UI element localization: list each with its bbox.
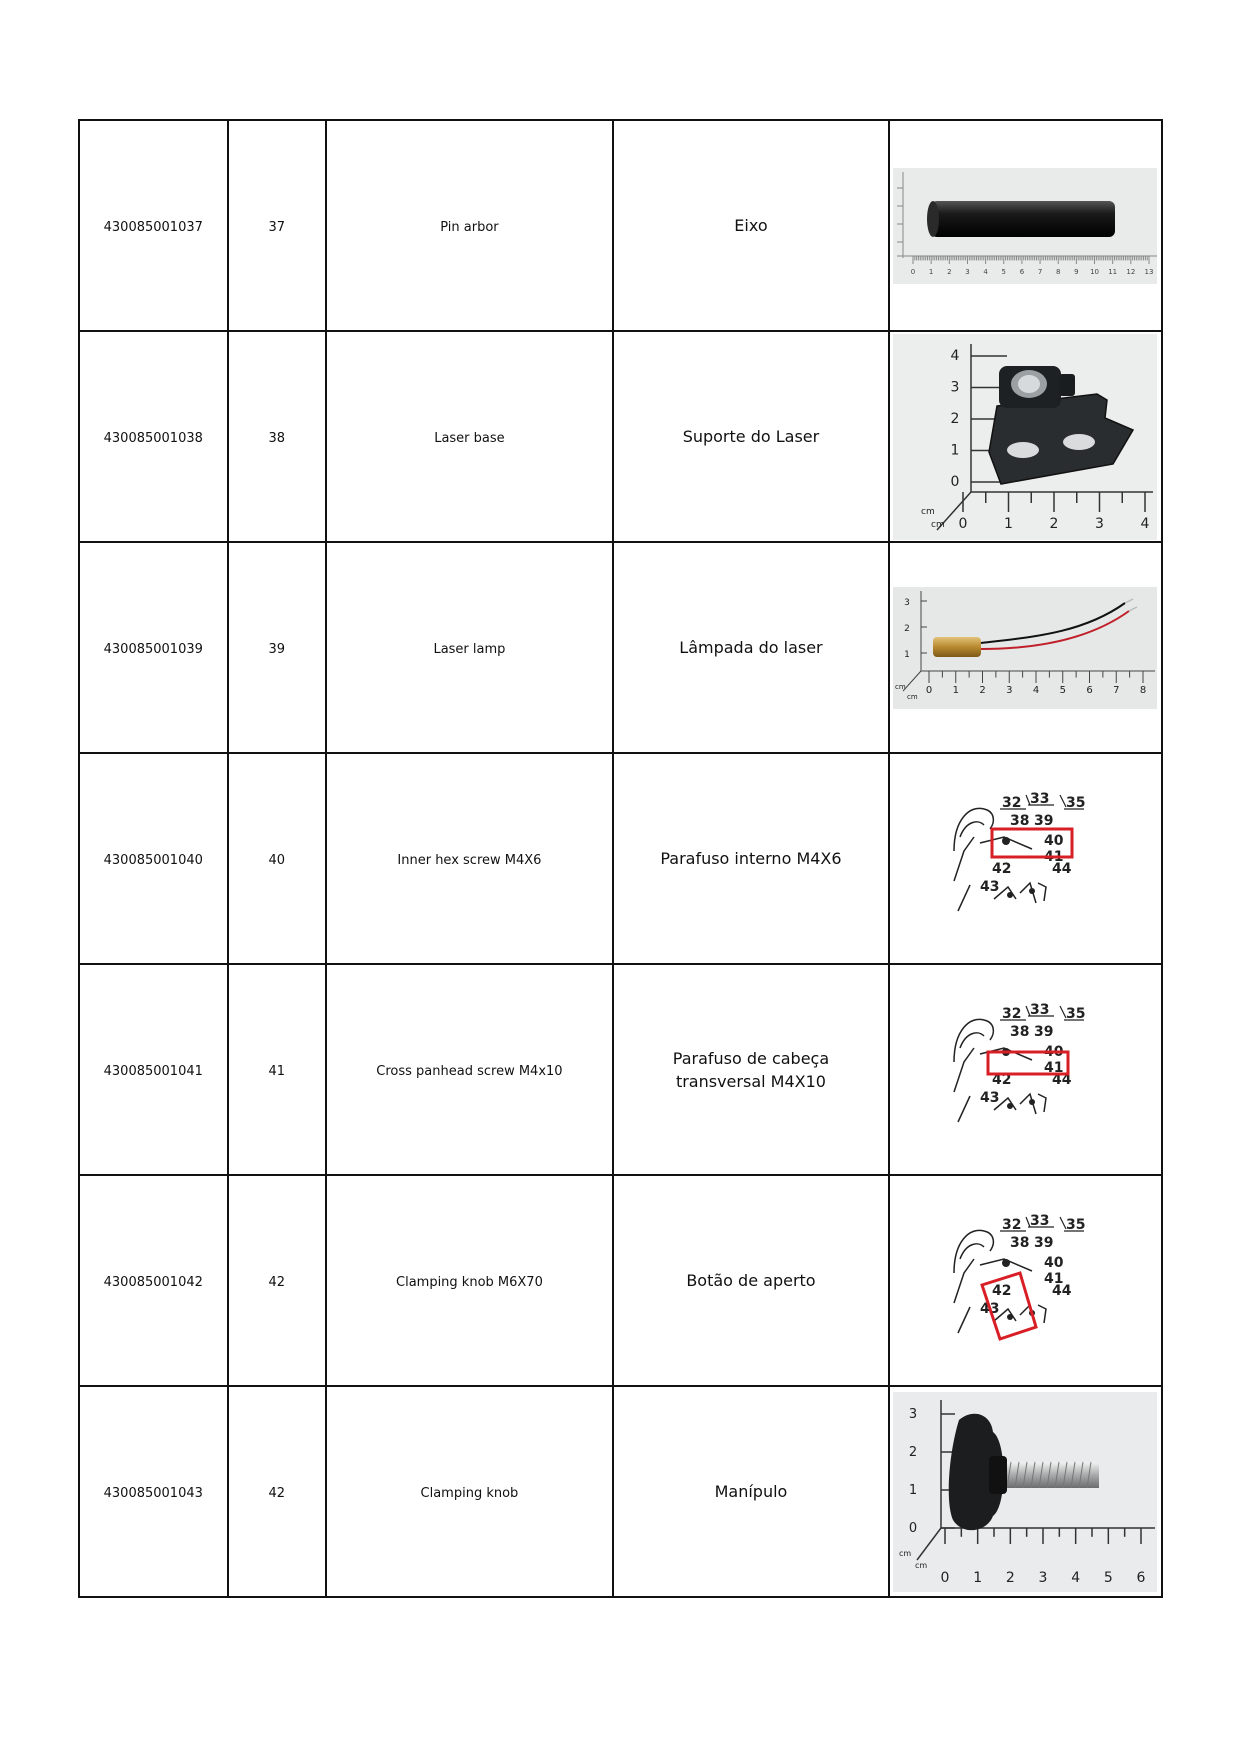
callout-label: 39	[1034, 812, 1054, 829]
ruler-label: 2	[904, 623, 911, 634]
part-image-cell	[889, 120, 1162, 331]
portuguese-name-cell	[613, 964, 889, 1175]
portuguese-name: Eixo	[734, 216, 768, 235]
part-image-cell	[889, 753, 1162, 964]
portuguese-name-cell	[613, 331, 889, 542]
part-code: 430085001038	[103, 431, 203, 446]
photo-clamping-knob	[893, 1392, 1157, 1592]
portuguese-name: Botão de aperto	[686, 1271, 816, 1290]
ruler-label: 3	[1039, 1569, 1048, 1586]
ruler-label: 0	[909, 1520, 918, 1536]
portuguese-name: Suporte do Laser	[682, 427, 820, 446]
ruler-label: 7	[1113, 684, 1120, 696]
ruler-label: 5	[1060, 684, 1067, 696]
part-number: 39	[268, 642, 285, 657]
english-name: Laser base	[434, 431, 505, 446]
callout-label: 38	[1010, 812, 1030, 829]
ruler-label: 3	[965, 267, 971, 276]
ruler-label: 2	[947, 267, 953, 276]
ruler-label: 0	[911, 267, 916, 276]
callout-label: 32	[1002, 794, 1022, 811]
callout-label: 44	[1052, 1282, 1072, 1299]
callout-label: 40	[1044, 832, 1064, 849]
photo-pin-arbor	[893, 168, 1157, 284]
part-number: 40	[268, 853, 285, 868]
portuguese-name-cell	[613, 120, 889, 331]
ruler-label: 13	[1145, 267, 1154, 276]
english-name-cell	[326, 753, 613, 964]
callout-label: 43	[980, 1089, 1000, 1106]
part-number-cell	[228, 1175, 326, 1386]
table-row	[79, 1175, 1162, 1386]
part-number-cell	[228, 753, 326, 964]
callout-label: 35	[1066, 1216, 1086, 1233]
part-number: 42	[268, 1486, 285, 1501]
callout-label: 32	[1002, 1005, 1022, 1022]
unit-label: cm	[899, 1548, 912, 1558]
ruler-label: 8	[1140, 684, 1147, 696]
part-code-cell	[79, 331, 228, 542]
unit-label: cm	[931, 519, 946, 530]
part-number-cell	[228, 120, 326, 331]
ruler-label: 0	[959, 515, 968, 532]
unit-label: cm	[895, 682, 907, 691]
ruler-label: 4	[983, 267, 989, 276]
table-row	[79, 964, 1162, 1175]
ruler-label: 1	[1004, 515, 1014, 532]
ruler-label: 2	[1050, 515, 1059, 532]
part-image-cell	[889, 542, 1162, 753]
callout-label: 32	[1002, 1216, 1022, 1233]
ruler-label: 0	[926, 684, 933, 696]
ruler-label: 2	[979, 684, 987, 696]
ruler-label: 3	[1095, 515, 1105, 532]
unit-label: cm	[915, 1560, 928, 1570]
callout-label: 42	[992, 860, 1012, 877]
ruler-label: 1	[951, 442, 960, 458]
english-name-cell	[326, 120, 613, 331]
callout-label: 38	[1010, 1023, 1030, 1040]
ruler-label: 5	[1104, 1569, 1114, 1586]
ruler-label: 11	[1108, 267, 1118, 276]
callout-label: 41	[1044, 848, 1064, 865]
part-code-cell	[79, 1386, 228, 1597]
part-number: 41	[268, 1064, 285, 1079]
ruler-label: 4	[1141, 515, 1150, 532]
part-code: 430085001039	[103, 642, 203, 657]
portuguese-name: Manípulo	[714, 1482, 788, 1501]
ruler-label: 8	[1056, 267, 1061, 276]
part-code-cell	[79, 964, 228, 1175]
ruler-label: 4	[951, 347, 960, 364]
part-code: 430085001041	[103, 1064, 203, 1079]
unit-label: cm	[921, 506, 936, 517]
ruler-label: 1	[953, 684, 960, 696]
english-name: Laser lamp	[433, 642, 506, 657]
callout-label: 39	[1034, 1234, 1054, 1251]
ruler-label: 0	[941, 1569, 950, 1586]
ruler-label: 3	[909, 1406, 918, 1422]
diagram-callout-40	[950, 791, 1100, 927]
english-name: Clamping knob	[420, 1486, 519, 1501]
ruler-label: 2	[909, 1444, 918, 1460]
part-number-cell	[228, 331, 326, 542]
unit-label: cm	[907, 692, 919, 701]
ruler-label: 6	[1137, 1569, 1146, 1586]
callout-label: 38	[1010, 1234, 1030, 1251]
part-code: 430085001037	[103, 220, 203, 235]
callout-label: 40	[1044, 1043, 1064, 1060]
ruler-label: 1	[909, 1482, 918, 1498]
ruler-label: 2	[1006, 1569, 1016, 1586]
part-code-cell	[79, 753, 228, 964]
ruler-label: 12	[1126, 267, 1136, 276]
callout-label: 35	[1066, 794, 1086, 811]
table-row	[79, 1386, 1162, 1597]
callout-label: 43	[980, 1300, 1000, 1317]
photo-laser-base	[893, 334, 1157, 540]
english-name-cell	[326, 331, 613, 542]
ruler-label: 10	[1090, 267, 1100, 276]
english-name: Clamping knob M6X70	[396, 1275, 543, 1290]
callout-label: 33	[1030, 1212, 1050, 1229]
part-code-cell	[79, 120, 228, 331]
english-name: Pin arbor	[440, 220, 499, 235]
portuguese-name: Parafuso de cabeça transversal M4X10	[672, 1048, 830, 1091]
part-code: 430085001040	[103, 853, 203, 868]
portuguese-name-cell	[613, 1386, 889, 1597]
part-number: 42	[268, 1275, 285, 1290]
english-name: Inner hex screw M4X6	[397, 853, 542, 868]
callout-label: 33	[1030, 790, 1050, 807]
part-number-cell	[228, 1386, 326, 1597]
diagram-callout-41	[950, 1002, 1100, 1138]
part-number-cell	[228, 542, 326, 753]
part-code-cell	[79, 542, 228, 753]
callout-label: 40	[1044, 1254, 1064, 1271]
ruler-label: 4	[1033, 684, 1040, 696]
table-row	[79, 542, 1162, 753]
part-image-cell	[889, 964, 1162, 1175]
ruler-label: 6	[1086, 684, 1094, 696]
ruler-label: 7	[1038, 267, 1043, 276]
part-image-cell	[889, 1175, 1162, 1386]
ruler-label: 1	[973, 1569, 983, 1586]
part-number: 38	[268, 431, 285, 446]
ruler-label: 3	[1006, 684, 1013, 696]
english-name-cell	[326, 1175, 613, 1386]
ruler-label: 0	[951, 473, 960, 490]
ruler-label: 6	[1020, 267, 1025, 276]
callout-label: 42	[992, 1282, 1012, 1299]
callout-label: 41	[1044, 1270, 1064, 1287]
english-name-cell	[326, 964, 613, 1175]
callout-label: 44	[1052, 1071, 1072, 1088]
callout-label: 44	[1052, 860, 1072, 877]
callout-label: 41	[1044, 1059, 1064, 1076]
part-number: 37	[268, 220, 285, 235]
english-name: Cross panhead screw M4x10	[376, 1064, 563, 1079]
table-row	[79, 120, 1162, 331]
english-name-cell	[326, 542, 613, 753]
part-image-cell	[889, 1386, 1162, 1597]
ruler-label: 1	[904, 649, 911, 660]
table-row	[79, 753, 1162, 964]
part-image-cell	[889, 331, 1162, 542]
callout-label: 39	[1034, 1023, 1054, 1040]
callout-label: 35	[1066, 1005, 1086, 1022]
part-number-cell	[228, 964, 326, 1175]
ruler-label: 1	[929, 267, 934, 276]
part-code-cell	[79, 1175, 228, 1386]
table-row	[79, 331, 1162, 542]
ruler-label: 5	[1002, 267, 1007, 276]
photo-laser-lamp	[893, 587, 1157, 709]
ruler-label: 3	[951, 379, 960, 395]
portuguese-name: Parafuso interno M4X6	[660, 849, 842, 868]
parts-table	[78, 119, 1163, 1598]
english-name-cell	[326, 1386, 613, 1597]
callout-label: 43	[980, 878, 1000, 895]
ruler-label: 2	[951, 410, 960, 427]
ruler-label: 3	[904, 597, 911, 608]
part-code: 430085001043	[103, 1486, 203, 1501]
portuguese-name-cell	[613, 1175, 889, 1386]
ruler-label: 4	[1071, 1569, 1081, 1586]
callout-label: 33	[1030, 1001, 1050, 1018]
ruler-label: 9	[1074, 267, 1080, 276]
part-code: 430085001042	[103, 1275, 203, 1290]
portuguese-name: Lâmpada do laser	[679, 638, 823, 657]
diagram-callout-42	[950, 1213, 1100, 1349]
callout-label: 42	[992, 1071, 1012, 1088]
portuguese-name-cell	[613, 753, 889, 964]
portuguese-name-cell	[613, 542, 889, 753]
